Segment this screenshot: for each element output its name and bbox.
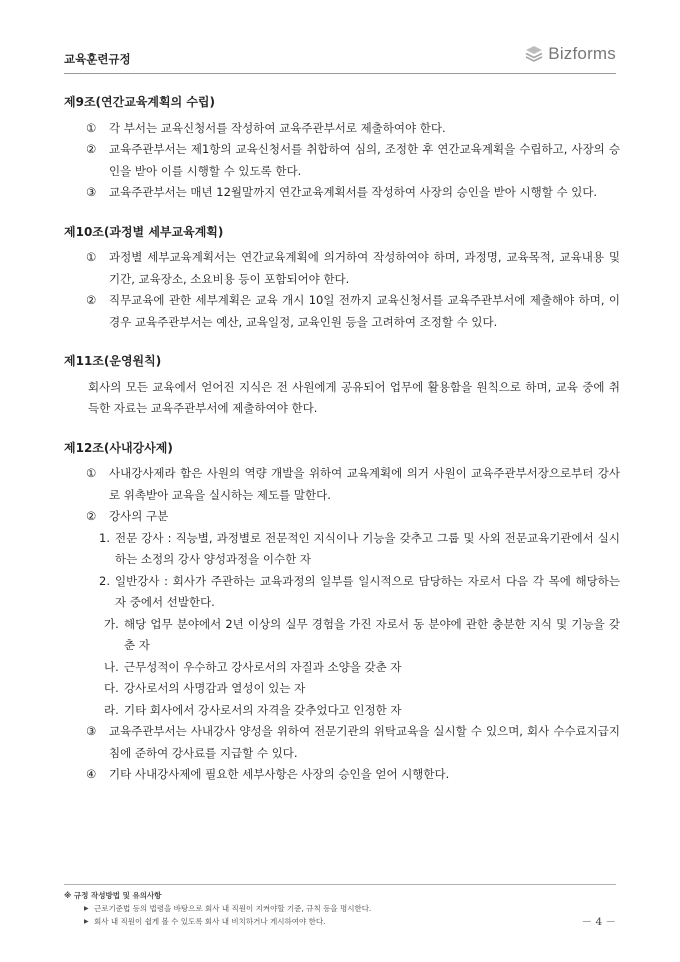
- sub-clause: [99, 528, 620, 571]
- footnote-text: 회사 내 직원이 쉽게 볼 수 있도록 회사 내 비치하거나 게시하여야 한다.: [94, 917, 326, 926]
- document-body: [64, 92, 620, 804]
- clause-number: ①: [86, 466, 97, 480]
- clause-text: 교육주관부서는 사내강사 양성을 위하여 전문기관의 위탁교육을 실시할 수 있으며, 회사 수수료지급지침에 준하여 강사료를 지급할 수 있다.: [109, 724, 620, 760]
- clause: [86, 139, 620, 182]
- sub-item-text: 근무성적이 우수하고 강사로서의 자질과 소양을 갖춘 자: [124, 659, 402, 674]
- article-title: 제12조(사내강사제): [64, 440, 173, 455]
- clause-number: ②: [86, 142, 97, 156]
- clause-number: ①: [86, 120, 97, 135]
- sub-item-number: 나.: [104, 659, 119, 674]
- clause: [86, 182, 620, 204]
- clause: [86, 247, 620, 290]
- clause-text: 사내강사제라 함은 사원의 역량 개발을 위하여 교육계획에 의거 사원이 교육주관부서장으로부터 강사로 위촉받아 교육을 실시하는 제도를 말한다.: [109, 466, 620, 502]
- article-title: 제11조(운영원칙): [64, 354, 162, 368]
- clause-text: 직무교육에 관한 세부계획은 교육 개시 10일 전까지 교육신청서를 교육주관부서에 제출해야 하며, 이 경우 교육주관부서는 예산, 교육일정, 교육인원 등을 고려하여 조정할 수 있다.: [109, 293, 620, 329]
- footnote: [64, 884, 616, 928]
- article-12: [64, 438, 620, 786]
- sub-item: [104, 678, 620, 700]
- sub-clause-number: 2.: [99, 573, 110, 588]
- sub-item: [104, 614, 620, 657]
- article-9: [64, 92, 620, 204]
- document-title: 교육훈련규정: [64, 52, 131, 66]
- clause: [86, 506, 620, 528]
- article-title: 제10조(과정별 세부교육계획): [64, 224, 224, 239]
- clause-text: 교육주관부서는 매년 12월말까지 연간교육계획서를 작성하여 사장의 승인을 받아 시행할 수 있다.: [109, 185, 598, 199]
- clause: [86, 290, 620, 333]
- paragraph-text: 회사의 모든 교육에서 얻어진 지식은 전 사원에게 공유되어 업무에 활용함을 원칙으로 하며, 교육 중에 취득한 자료는 교육주관부서에 제출하여야 한다.: [88, 379, 620, 415]
- clause-text: 기타 사내강사제에 필요한 세부사항은 사장의 승인을 얻어 시행한다.: [109, 767, 450, 781]
- clause-number: ②: [86, 293, 97, 307]
- clause-number: ③: [86, 185, 97, 199]
- article-paragraph: [88, 377, 620, 420]
- clause: [86, 118, 620, 140]
- sub-clause-number: 1.: [99, 530, 110, 545]
- footnote-text: 근로기준법 등의 법령을 바탕으로 회사 내 직원이 지켜야할 기준, 규칙 등을 명시한다.: [94, 904, 372, 913]
- sub-item-text: 기타 회사에서 강사로서의 자격을 갖추었다고 인정한 자: [124, 702, 402, 717]
- sub-clause: [99, 571, 620, 614]
- article-11: [64, 351, 620, 420]
- clause-number: ④: [86, 767, 97, 781]
- clause: [86, 721, 620, 764]
- clause-text: 교육주관부서는 제1항의 교육신청서를 취합하여 심의, 조정한 후 연간교육계획을 수립하고, 사장의 승인을 받아 이를 시행할 수 있도록 한다.: [109, 142, 620, 178]
- brand-name: Bizforms: [548, 44, 616, 63]
- page-number: － 4 －: [581, 916, 616, 928]
- layers-icon: [524, 44, 544, 64]
- footnote-item: [84, 902, 616, 915]
- triangle-bullet-icon: ▶: [84, 905, 89, 912]
- clause: [86, 764, 620, 786]
- clause-number: ①: [86, 250, 97, 264]
- clause-text: 각 부서는 교육신청서를 작성하여 교육주관부서로 제출하여야 한다.: [109, 120, 446, 135]
- article-title: 제9조(연간교육계획의 수립): [64, 95, 216, 109]
- clause-number: ②: [86, 509, 97, 523]
- sub-item: [104, 700, 620, 722]
- footnote-item: [84, 915, 616, 928]
- footnote-title: ※ 규정 작성방법 및 유의사항: [64, 891, 162, 900]
- sub-item-number: 라.: [104, 702, 119, 717]
- sub-item-text: 해당 업무 분야에서 2년 이상의 실무 경험을 가진 자로서 동 분야에 관한 충분한 지식 및 기능을 갖춘 자: [124, 616, 620, 652]
- clause-number: ③: [86, 724, 97, 738]
- clause-text: 과정별 세부교육계획서는 연간교육계획에 의거하여 작성하여야 하며, 과정명, 교육목적, 교육내용 및 기간, 교육장소, 소요비용 등이 포함되어야 한다.: [109, 250, 620, 286]
- clause: [86, 463, 620, 506]
- article-10: [64, 222, 620, 334]
- brand-logo: [524, 44, 616, 64]
- page-header: [64, 44, 616, 74]
- sub-item-number: 다.: [104, 681, 119, 695]
- sub-clause-text: 전문 강사 : 직능별, 과정별로 전문적인 지식이나 기능을 갖추고 그룹 및 사외 전문교육기관에서 실시하는 소정의 강사 양성과정을 이수한 자: [115, 530, 620, 566]
- sub-item: [104, 657, 620, 679]
- sub-clause-text: 일반강사 : 회사가 주관하는 교육과정의 일부를 일시적으로 담당하는 자로서 다음 각 목에 해당하는 자 중에서 선발한다.: [115, 573, 620, 609]
- sub-item-number: 가.: [104, 616, 119, 631]
- sub-item-text: 강사로서의 사명감과 열성이 있는 자: [124, 681, 306, 695]
- clause-text: 강사의 구분: [109, 509, 169, 523]
- triangle-bullet-icon: ▶: [84, 918, 89, 925]
